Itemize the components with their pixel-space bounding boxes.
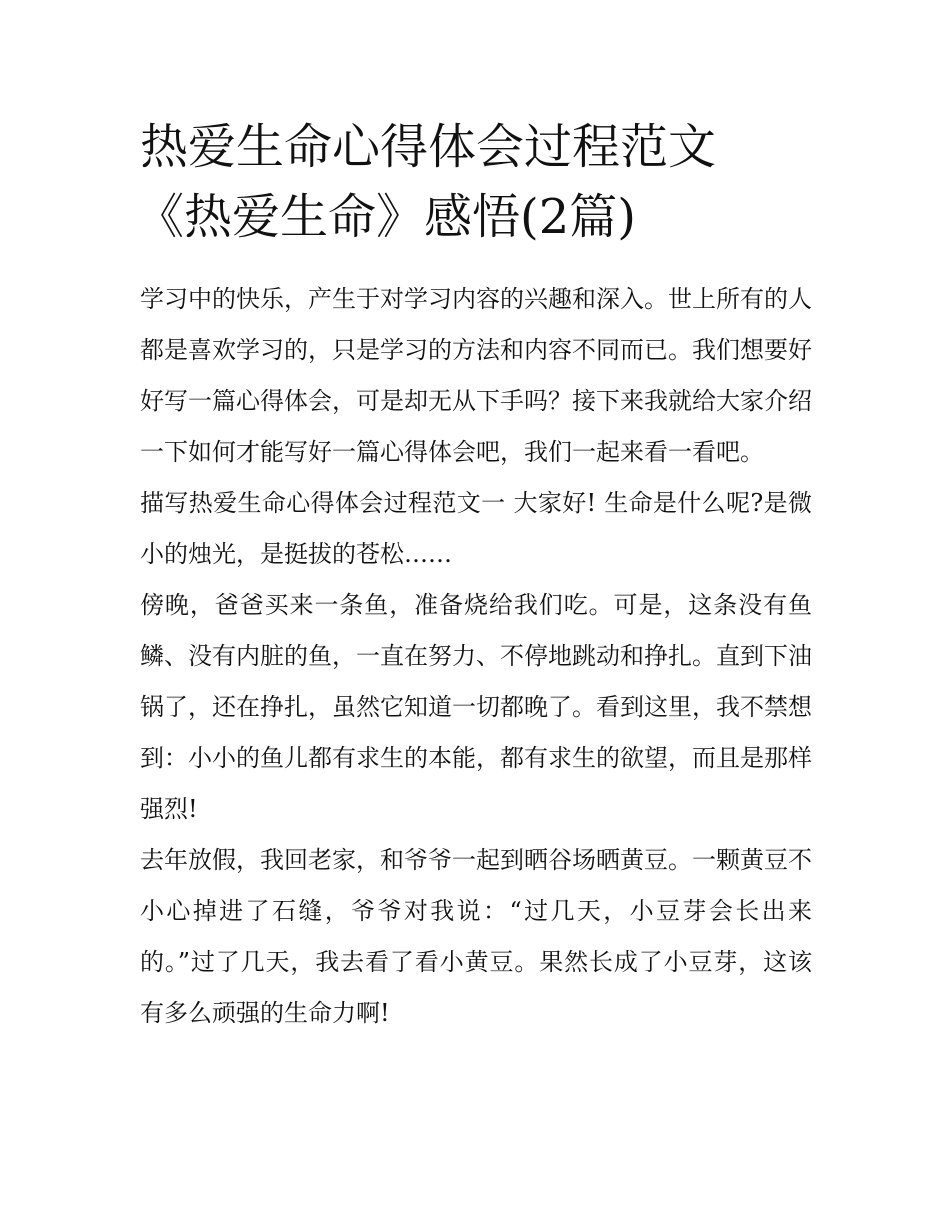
document-body bbox=[140, 274, 812, 1039]
paragraph-opening: 描写热爱生命心得体会过程范文一 大家好! 生命是什么呢?是微小的烛光，是挺拔的苍松…… bbox=[140, 489, 812, 568]
document-content bbox=[136, 112, 812, 1039]
paragraph-intro: 学习中的快乐，产生于对学习内容的兴趣和深入。世上所有的人都是喜欢学习的，只是学习的方法和内容不同而已。我们想要好好写一篇心得体会，可是却无从下手吗？接下来我就给大家介绍一下如何才能写好一篇心得体会吧，我们一起来看一看吧。 bbox=[140, 285, 812, 466]
title-line-1: 热爱生命心得体会过程范文 bbox=[140, 119, 717, 175]
title-line-2: 《热爱生命》感悟(2篇) bbox=[136, 189, 636, 245]
document-title bbox=[136, 112, 812, 252]
paragraph-soybean: 去年放假，我回老家，和爷爷一起到晒谷场晒黄豆。一颗黄豆不小心掉进了石缝，爷爷对我说：“过几天，小豆芽会长出来的。”过了几天，我去看了看小黄豆。果然长成了小豆芽，这该有多么顽强的生命力啊! bbox=[140, 846, 812, 1027]
paragraph-fish: 傍晚，爸爸买来一条鱼，准备烧给我们吃。可是，这条没有鱼鳞、没有内脏的鱼，一直在努力、不停地跳动和挣扎。直到下油锅了，还在挣扎，虽然它知道一切都晚了。看到这里，我不禁想到：小小的鱼儿都有求生的本能，都有求生的欲望，而且是那样强烈! bbox=[140, 591, 812, 823]
